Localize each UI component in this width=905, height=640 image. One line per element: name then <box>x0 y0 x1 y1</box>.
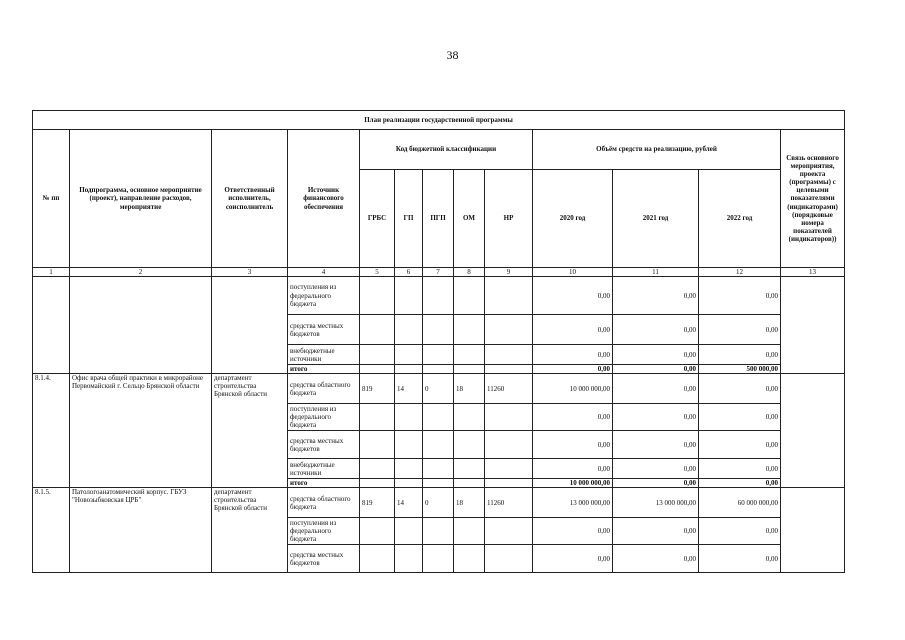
cell-source: поступления из федерального бюджета <box>288 404 360 431</box>
cell-om: 18 <box>454 374 485 404</box>
cell-2020: 0,00 <box>533 518 613 545</box>
cell-2022: 60 000 000,00 <box>699 488 781 518</box>
header-2022: 2022 год <box>699 170 781 268</box>
header-indicator-link: Связь основного мероприятия, проекта (программы) с целевыми показателями (индикаторами) (порядковые номера показателей (индикаторов)) <box>781 130 845 268</box>
cell-source: итого <box>288 365 360 374</box>
cell-gp: 14 <box>395 488 423 518</box>
cell-source: средства местных бюджетов <box>288 315 360 345</box>
header-no: № пп <box>33 130 70 268</box>
cell-2021: 0,00 <box>613 315 699 345</box>
cell-2021: 0,00 <box>613 277 699 315</box>
col-index: 11 <box>613 268 699 277</box>
col-index: 13 <box>781 268 845 277</box>
header-gp: ГП <box>395 170 423 268</box>
cell-responsible <box>212 277 288 374</box>
col-index: 2 <box>70 268 212 277</box>
col-index: 6 <box>395 268 423 277</box>
cell-name: Офис врача общей практики в микрорайоне Первомайский г. Сельцо Брянской области <box>70 374 212 488</box>
cell-2022: 0,00 <box>699 459 781 479</box>
header-np: НР <box>485 170 533 268</box>
cell-2021: 0,00 <box>613 459 699 479</box>
cell-2020: 10 000 000,00 <box>533 374 613 404</box>
cell-2021: 0,00 <box>613 431 699 459</box>
header-pgp: ПГП <box>423 170 454 268</box>
cell-2022: 0,00 <box>699 518 781 545</box>
header-responsible: Ответственный исполнитель, соисполнитель <box>212 130 288 268</box>
cell-2020: 10 000 000,00 <box>533 479 613 488</box>
cell-2020: 0,00 <box>533 431 613 459</box>
header-grbs: ГРБС <box>360 170 395 268</box>
cell-2022: 0,00 <box>699 345 781 365</box>
col-index: 1 <box>33 268 70 277</box>
cell-2021: 13 000 000,00 <box>613 488 699 518</box>
header-subprogram: Подпрограмма, основное мероприятие (проект), направление расходов, мероприятие <box>70 130 212 268</box>
header-budget-classification: Код бюджетной классификации <box>360 130 533 170</box>
cell-gp: 14 <box>395 374 423 404</box>
cell-no: 8.1.4. <box>33 374 70 488</box>
cell-2022: 0,00 <box>699 404 781 431</box>
cell-2022: 0,00 <box>699 431 781 459</box>
col-index: 8 <box>454 268 485 277</box>
cell-2020: 0,00 <box>533 345 613 365</box>
col-index: 9 <box>485 268 533 277</box>
cell-source: средства областного бюджета <box>288 488 360 518</box>
cell-indicator-link <box>781 374 845 488</box>
cell-source: внебюджетные источники <box>288 345 360 365</box>
table-title: План реализации государственной программы <box>33 111 845 130</box>
cell-2021: 0,00 <box>613 365 699 374</box>
cell-2021: 0,00 <box>613 404 699 431</box>
cell-2022: 0,00 <box>699 545 781 573</box>
cell-np: 11260 <box>485 374 533 404</box>
cell-2020: 0,00 <box>533 459 613 479</box>
table-row <box>33 374 845 404</box>
cell-2020: 0,00 <box>533 315 613 345</box>
cell-2022: 0,00 <box>699 479 781 488</box>
cell-2021: 0,00 <box>613 374 699 404</box>
header-2020: 2020 год <box>533 170 613 268</box>
cell-2021: 0,00 <box>613 518 699 545</box>
cell-2022: 0,00 <box>699 315 781 345</box>
cell-2020: 13 000 000,00 <box>533 488 613 518</box>
col-index: 5 <box>360 268 395 277</box>
page-number: 38 <box>446 48 459 62</box>
header-2021: 2021 год <box>613 170 699 268</box>
cell-source: итого <box>288 479 360 488</box>
cell-source: поступления из федерального бюджета <box>288 277 360 315</box>
cell-source: средства местных бюджетов <box>288 431 360 459</box>
cell-om: 18 <box>454 488 485 518</box>
cell-2020: 0,00 <box>533 404 613 431</box>
col-index: 7 <box>423 268 454 277</box>
cell-indicator-link <box>781 277 845 374</box>
cell-no <box>33 277 70 374</box>
col-index: 10 <box>533 268 613 277</box>
table-row <box>33 277 845 315</box>
cell-2021: 0,00 <box>613 345 699 365</box>
cell-2020: 0,00 <box>533 277 613 315</box>
cell-source: внебюджетные источники <box>288 459 360 479</box>
cell-2021: 0,00 <box>613 545 699 573</box>
cell-2022: 0,00 <box>699 277 781 315</box>
cell-2020: 0,00 <box>533 365 613 374</box>
cell-name: Патологоанатомический корпус. ГБУЗ "Новозыбковская ЦРБ" <box>70 488 212 573</box>
header-funds: Объём средств на реализацию, рублей <box>533 130 781 170</box>
table-title-row <box>33 111 845 130</box>
cell-responsible: департамент строительства Брянской области <box>212 374 288 488</box>
cell-2020: 0,00 <box>533 545 613 573</box>
column-index-row <box>33 268 845 277</box>
table-row <box>33 488 845 518</box>
cell-pgp: 0 <box>423 374 454 404</box>
cell-no: 8.1.5. <box>33 488 70 573</box>
col-index: 4 <box>288 268 360 277</box>
cell-2022: 0,00 <box>699 374 781 404</box>
header-om: ОМ <box>454 170 485 268</box>
col-index: 3 <box>212 268 288 277</box>
cell-source: средства областного бюджета <box>288 374 360 404</box>
cell-source: средства местных бюджетов <box>288 545 360 573</box>
cell-source: поступления из федерального бюджета <box>288 518 360 545</box>
cell-2021: 0,00 <box>613 479 699 488</box>
cell-grbs: 819 <box>360 374 395 404</box>
cell-responsible: департамент строительства Брянской области <box>212 488 288 573</box>
col-index: 12 <box>699 268 781 277</box>
cell-indicator-link <box>781 488 845 573</box>
cell-grbs: 819 <box>360 488 395 518</box>
cell-np: 11260 <box>485 488 533 518</box>
cell-2022: 500 000,00 <box>699 365 781 374</box>
header-source: Источник финансового обеспечения <box>288 130 360 268</box>
cell-name <box>70 277 212 374</box>
program-plan-table <box>32 110 845 573</box>
cell-pgp: 0 <box>423 488 454 518</box>
